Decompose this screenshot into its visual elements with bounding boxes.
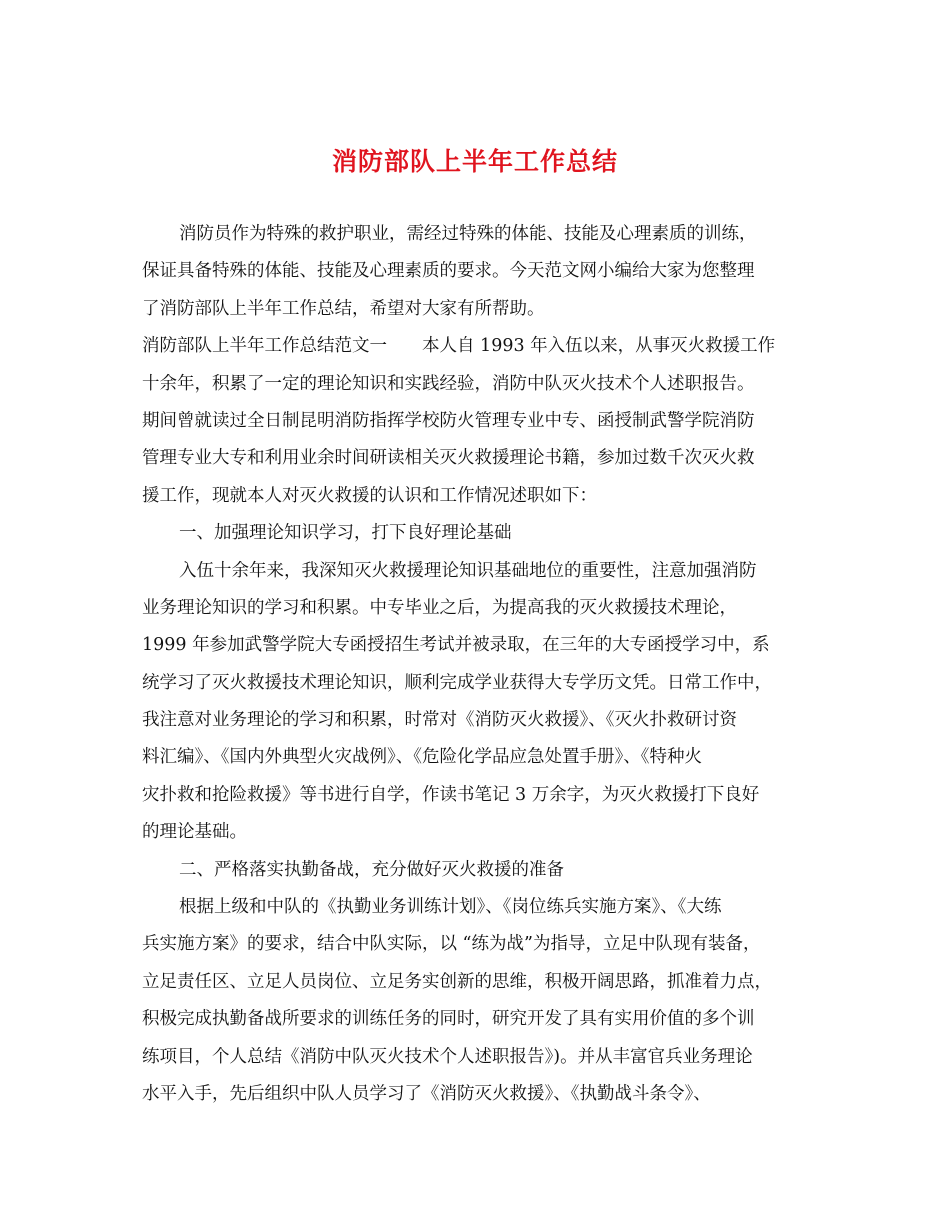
paragraph-line: 水平入手，先后组织中队人员学习了《消防灭火救援》、《执勤战斗条令》、	[142, 1083, 711, 1104]
paragraph-line: 业务理论知识的学习和积累。中专毕业之后，为提高我的灭火救援技术理论，	[142, 597, 737, 618]
document-title: 消防部队上半年工作总结	[331, 147, 618, 176]
paragraph-line: 兵实施方案》的要求，结合中队实际，以 “练为战”为指导，立足中队现有装备，	[142, 934, 761, 955]
paragraph-line: 我注意对业务理论的学习和积累，时常对《消防灭火救援》、《灭火扑救研讨资	[142, 710, 737, 731]
paragraph-line: 积极完成执勤备战所要求的训练任务的同时，研究开发了具有实用价值的多个训	[142, 1009, 755, 1030]
paragraph-line: 统学习了灭火救援技术理论知识，顺利完成学业获得大专学历文凭。日常工作中，	[142, 672, 772, 693]
paragraph-line: 十余年，积累了一定的理论知识和实践经验，消防中队灭火技术个人述职报告。	[142, 373, 755, 394]
paragraph-line: 消防员作为特殊的救护职业，需经过特殊的体能、技能及心理素质的训练，	[179, 224, 757, 244]
paragraph-line: 一、加强理论知识学习，打下良好理论基础	[179, 523, 512, 544]
paragraph-line: 保证具备特殊的体能、技能及心理素质的要求。今天范文网小编给大家为您整理	[142, 261, 755, 282]
paragraph-line: 根据上级和中队的《执勤业务训练计划》、《岗位练兵实施方案》、《大练	[179, 897, 722, 918]
paragraph-line: 灾扑救和抢险救援》等书进行自学，作读书笔记 3 万余字，为灭火救援打下良好	[142, 784, 760, 805]
paragraph-line: 练项目，个人总结《消防中队灭火技术个人述职报告》)。并从丰富官兵业务理论	[142, 1046, 753, 1067]
paragraph-line: 援工作，现就本人对灭火救援的认识和工作情况述职如下：	[142, 485, 597, 506]
paragraph-line: 消防部队上半年工作总结范文一 本人自 1993 年入伍以来，从事灭火救援工作	[142, 336, 776, 357]
paragraph-line: 入伍十余年来，我深知灭火救援理论知识基础地位的重要性，注意加强消防	[179, 560, 757, 581]
paragraph-line: 管理专业大专和利用业余时间研读相关灭火救援理论书籍，参加过数千次灭火救	[142, 448, 755, 469]
paragraph-line: 二、严格落实执勤备战，充分做好灭火救援的准备	[179, 859, 564, 880]
paragraph-line: 期间曾就读过全日制昆明消防指挥学校防火管理专业中专、函授制武警学院消防	[142, 410, 755, 431]
paragraph-line: 1999 年参加武警学院大专函授招生考试并被录取，在三年的大专函授学习中，系	[142, 635, 770, 656]
document-body	[142, 216, 822, 1113]
paragraph-line: 了消防部队上半年工作总结，希望对大家有所帮助。	[142, 298, 545, 319]
paragraph-line: 立足责任区、立足人员岗位、立足务实创新的思维，积极开阔思路，抓准着力点，	[142, 971, 772, 992]
paragraph-line: 料汇编》、《国内外典型火灾战例》、《危险化学品应急处置手册》、《特种火	[142, 747, 702, 768]
paragraph-line: 的理论基础。	[142, 822, 247, 843]
